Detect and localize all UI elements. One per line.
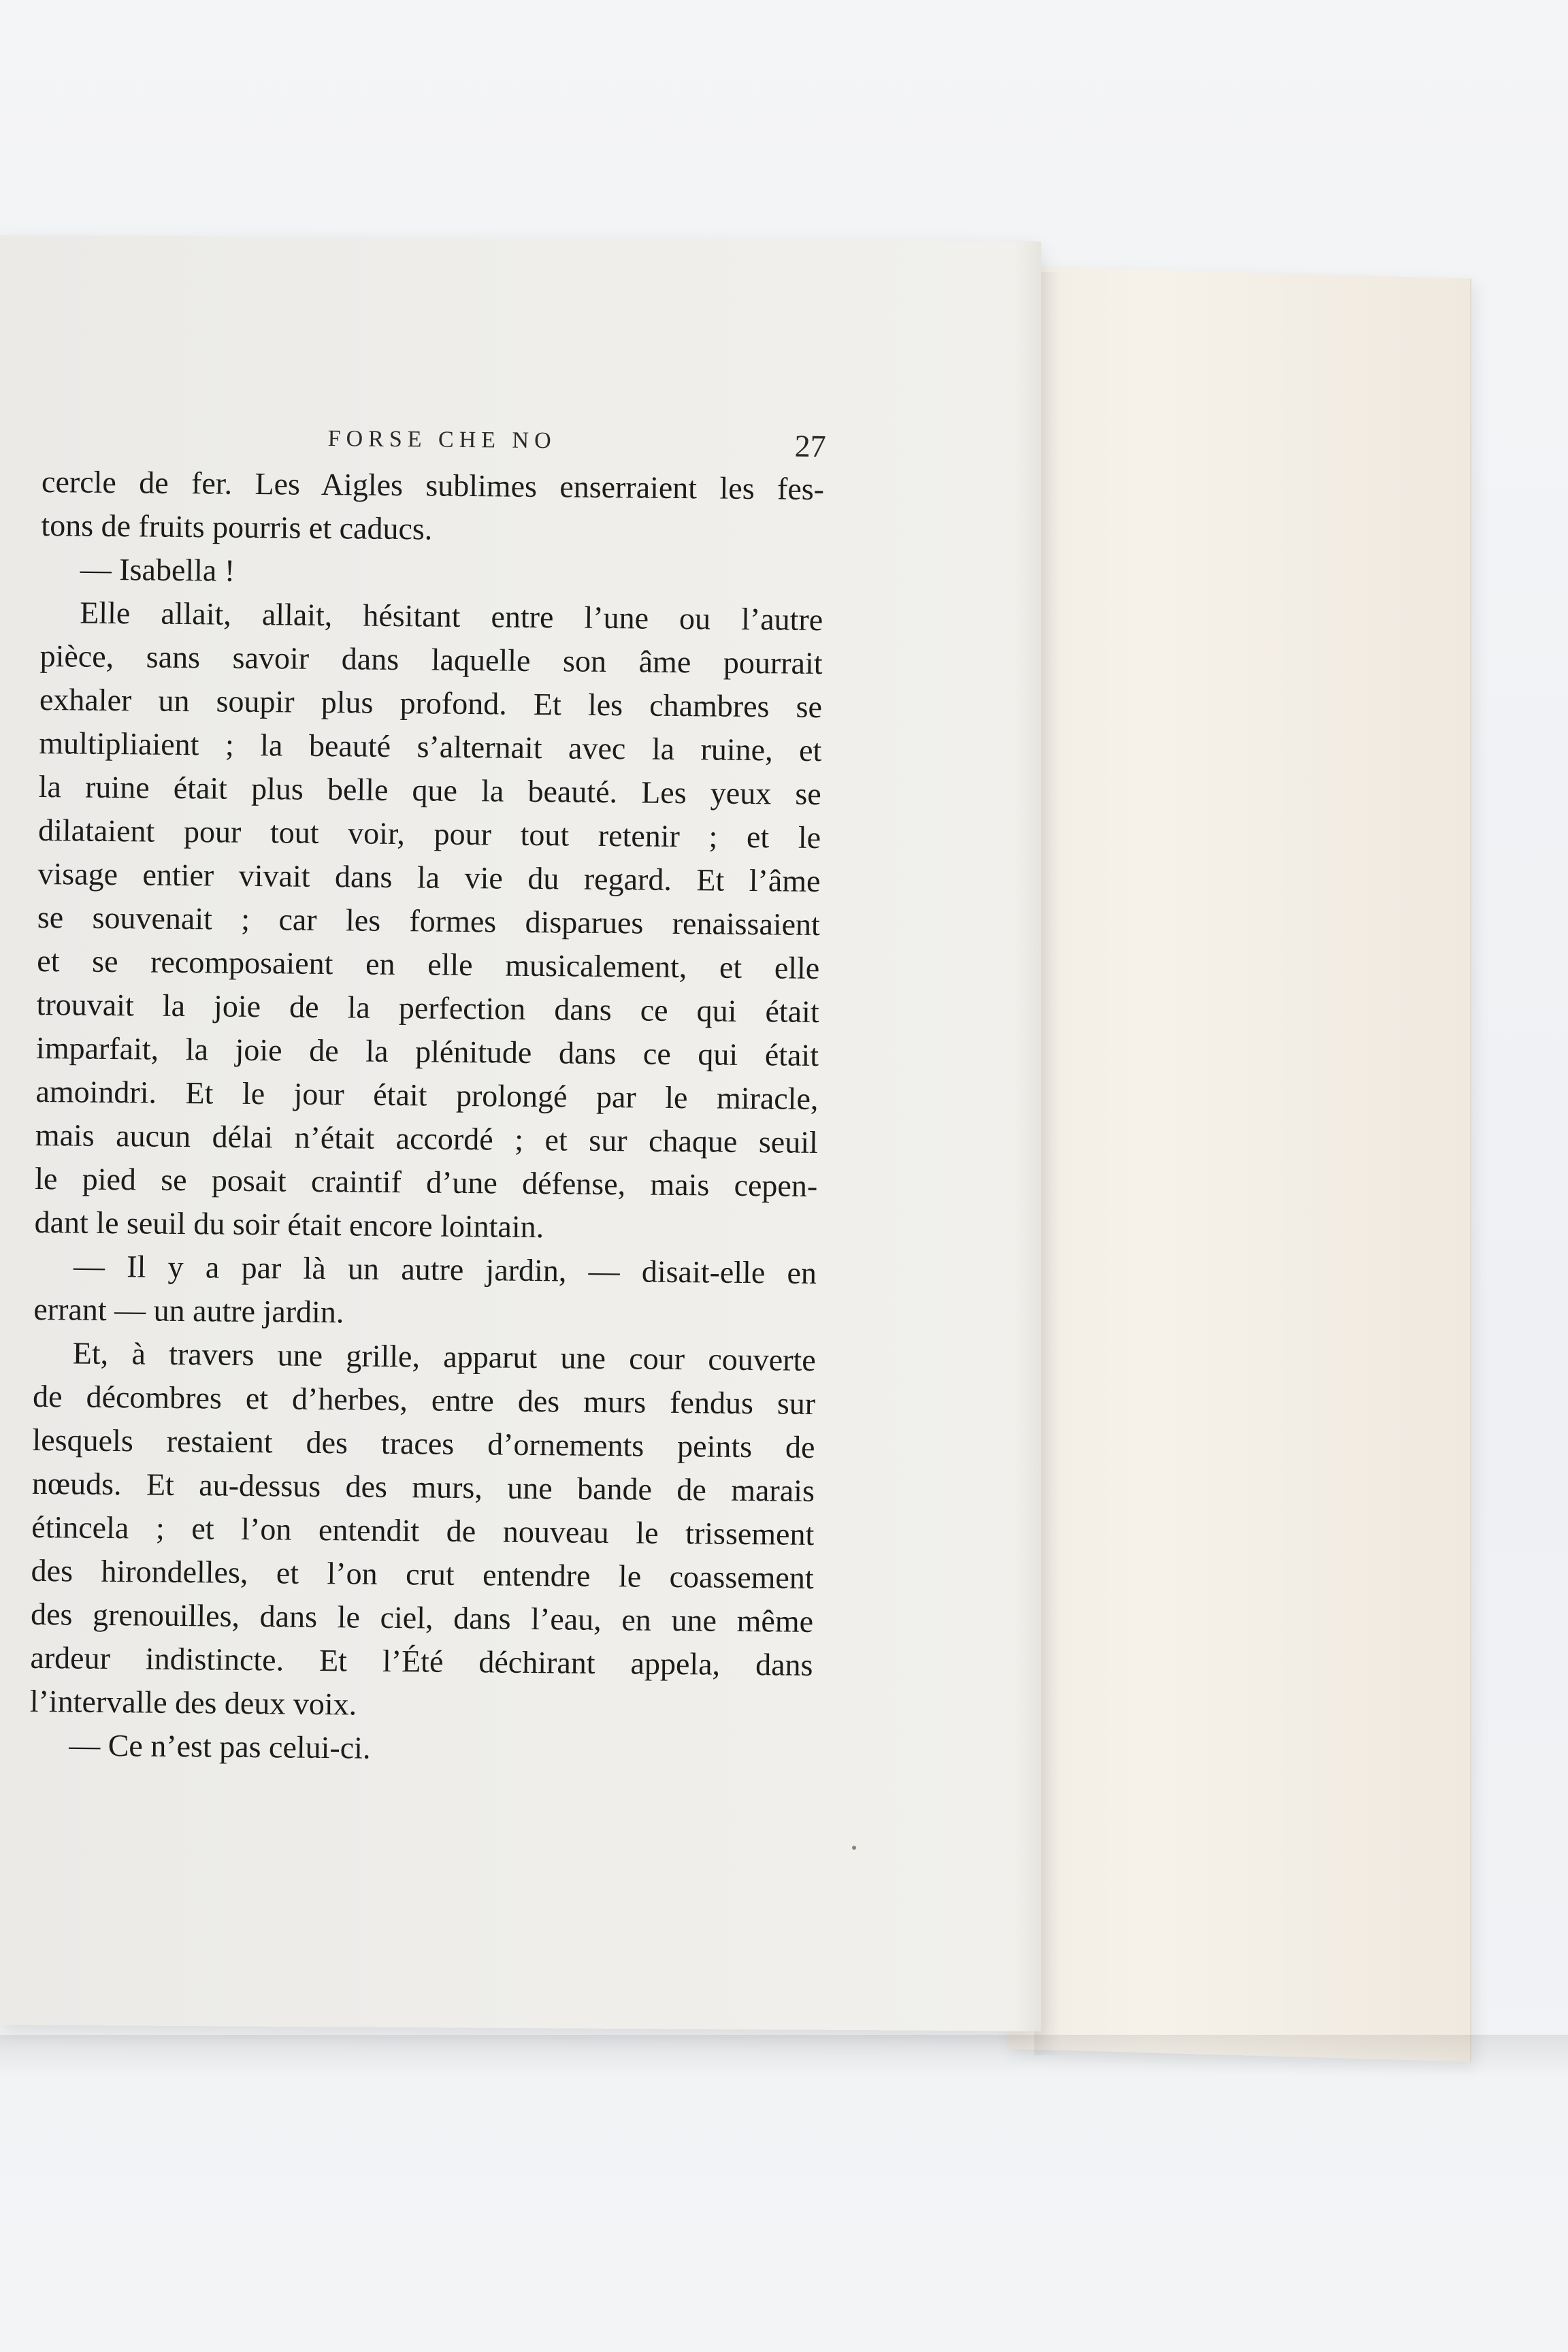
text-line: nœuds. Et au-dessus des murs, une bande de marais xyxy=(31,1465,815,1508)
page-text-block xyxy=(29,415,825,1774)
text-line: des hirondelles, et l’on crut entendre le coassement xyxy=(31,1552,814,1595)
text-line: mais aucun délai n’était accordé ; et sur chaque seuil xyxy=(35,1117,819,1160)
text-line: — Ce n’est pas celui-ci. xyxy=(69,1727,371,1765)
text-line: de décombres et d’herbes, entre des murs fendus sur xyxy=(32,1378,816,1421)
text-line: — Il y a par là un autre jardin, — disait-elle en xyxy=(73,1248,817,1290)
text-line: multipliaient ; la beauté s’alternait avec la ruine, et xyxy=(39,725,822,768)
text-line: Elle allait, allait, hésitant entre l’une ou l’autre xyxy=(79,595,823,638)
text-line: exhaler un soupir plus profond. Et les chambres se xyxy=(39,681,823,725)
text-line: se souvenait ; car les formes disparues renaissaient xyxy=(37,899,821,943)
text-line: trouvait la joie de la perfection dans ce qui était xyxy=(36,986,819,1029)
text-line: — Isabella ! xyxy=(80,551,235,588)
text-line: l’intervalle des deux voix. xyxy=(29,1683,357,1722)
page-number: 27 xyxy=(794,428,826,464)
text-line: des grenouilles, dans le ciel, dans l’eau, en une même xyxy=(30,1596,814,1639)
text-line: Et, à travers une grille, apparut une cour couverte xyxy=(72,1335,816,1377)
running-head xyxy=(42,415,825,463)
page-shadow xyxy=(0,2035,1568,2076)
text-line: errant — un autre jardin. xyxy=(33,1291,344,1330)
text-line: lesquels restaient des traces d’ornements peints de xyxy=(32,1422,815,1465)
text-line: la ruine était plus belle que la beauté. Les yeux se xyxy=(38,768,821,812)
paper-speck xyxy=(852,1846,856,1850)
running-title: FORSE CHE NO xyxy=(327,426,557,454)
text-line: imparfait, la joie de la plénitude dans ce qui était xyxy=(35,1030,819,1073)
text-line: cercle de fer. Les Aigles sublimes enserraient les fes- xyxy=(41,463,825,507)
text-line: pièce, sans savoir dans laquelle son âme pourrait xyxy=(39,638,823,681)
text-line: et se recomposaient en elle musicalement, et elle xyxy=(37,943,820,986)
text-line: dant le seuil du soir était encore lointain. xyxy=(34,1204,544,1245)
body-text xyxy=(29,460,824,1774)
text-line: amoindri. Et le jour était prolongé par le miracle, xyxy=(35,1073,819,1116)
text-line: le pied se posait craintif d’une défense, mais cepen- xyxy=(34,1160,818,1203)
text-line: tons de fruits pourris et caducs. xyxy=(41,507,433,546)
text-line: ardeur indistincte. Et l’Été déchirant appela, dans xyxy=(30,1639,813,1682)
text-line: visage entier vivait dans la vie du regard. Et l’âme xyxy=(37,855,821,899)
underlying-page xyxy=(1007,265,1471,2061)
text-line: étincela ; et l’on entendit de nouveau le trissement xyxy=(31,1509,815,1552)
text-line: dilataient pour tout voir, pour tout retenir ; et le xyxy=(37,812,821,855)
